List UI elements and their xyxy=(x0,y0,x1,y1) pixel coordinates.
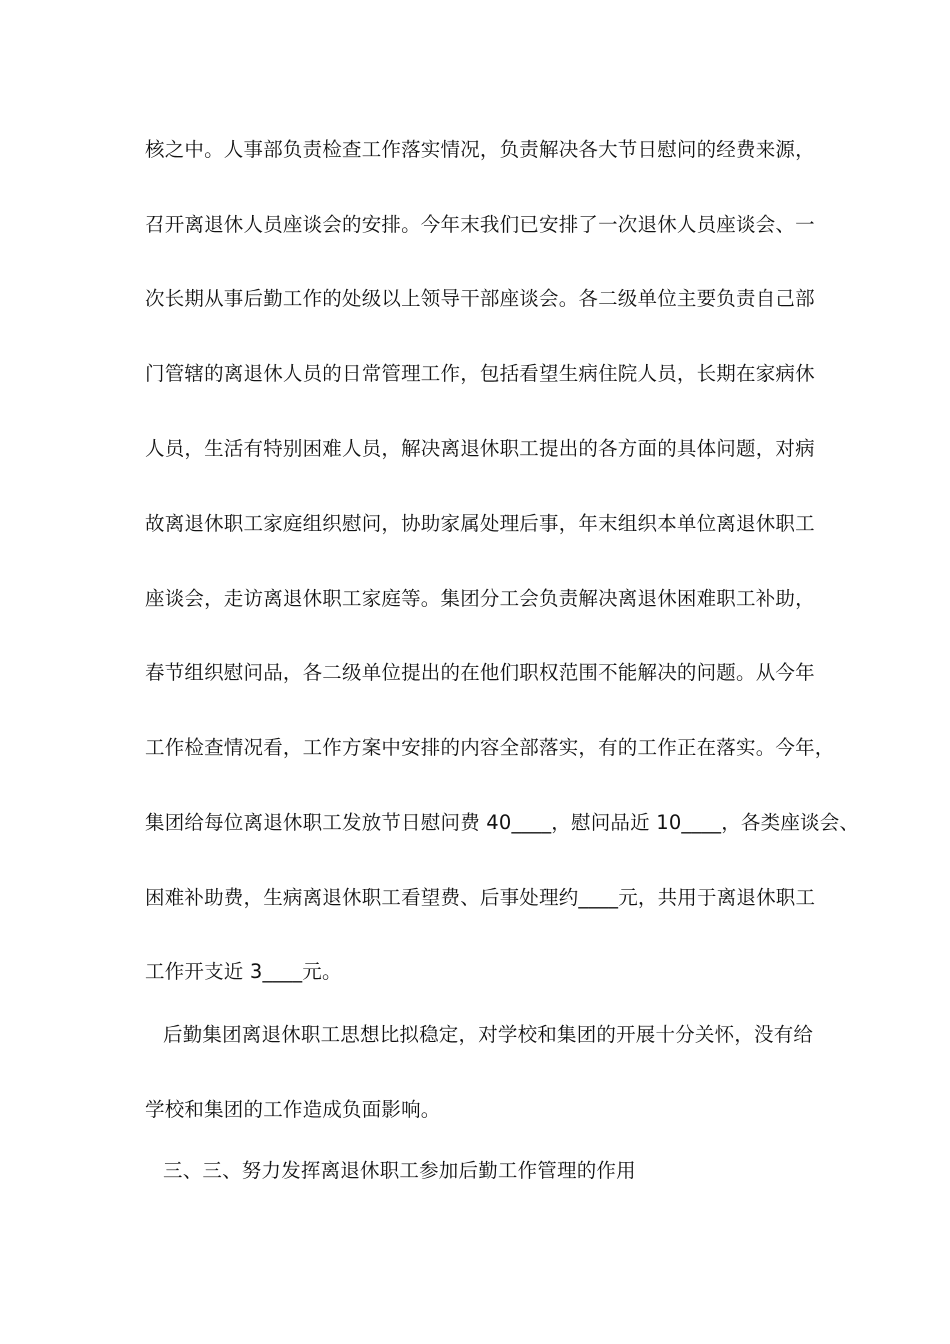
text-line: 人员，生活有特别困难人员，解决离退休职工提出的各方面的具体问题，对病 xyxy=(145,437,815,460)
text-line: 工作检查情况看，工作方案中安排的内容全部落实，有的工作正在落实。今年， xyxy=(145,736,835,759)
text-line: 春节组织慰问品，各二级单位提出的在他们职权范围不能解决的问题。从今年 xyxy=(145,661,815,684)
text-line: 困难补助费，生病离退休职工看望费、后事处理约____元，共用于离退休职工 xyxy=(145,886,816,909)
paragraph-first-line: 后勤集团离退休职工思想比拟稳定，对学校和集团的开展十分关怀，没有给 xyxy=(163,1023,814,1046)
text-line: 核之中。人事部负责检查工作落实情况，负责解决各大节日慰问的经费来源， xyxy=(145,138,815,161)
text-line: 召开离退休人员座谈会的安排。今年末我们已安排了一次退休人员座谈会、一 xyxy=(145,213,815,236)
text-line: 故离退休职工家庭组织慰问，协助家属处理后事，年末组织本单位离退休职工 xyxy=(145,512,815,535)
text-line: 工作开支近 3____元。 xyxy=(145,960,342,983)
text-line: 集团给每位离退休职工发放节日慰问费 40____，慰问品近 10____，各类座谈会、 xyxy=(145,811,860,834)
text-line: 座谈会，走访离退休职工家庭等。集团分工会负责解决离退休困难职工补助， xyxy=(145,587,815,610)
text-line: 学校和集团的工作造成负面影响。 xyxy=(145,1098,441,1121)
section-heading: 三、三、努力发挥离退休职工参加后勤工作管理的作用 xyxy=(163,1159,636,1182)
text-line: 次长期从事后勤工作的处级以上领导干部座谈会。各二级单位主要负责自己部 xyxy=(145,287,815,310)
text-line: 门管辖的离退休人员的日常管理工作，包括看望生病住院人员，长期在家病休 xyxy=(145,362,815,385)
